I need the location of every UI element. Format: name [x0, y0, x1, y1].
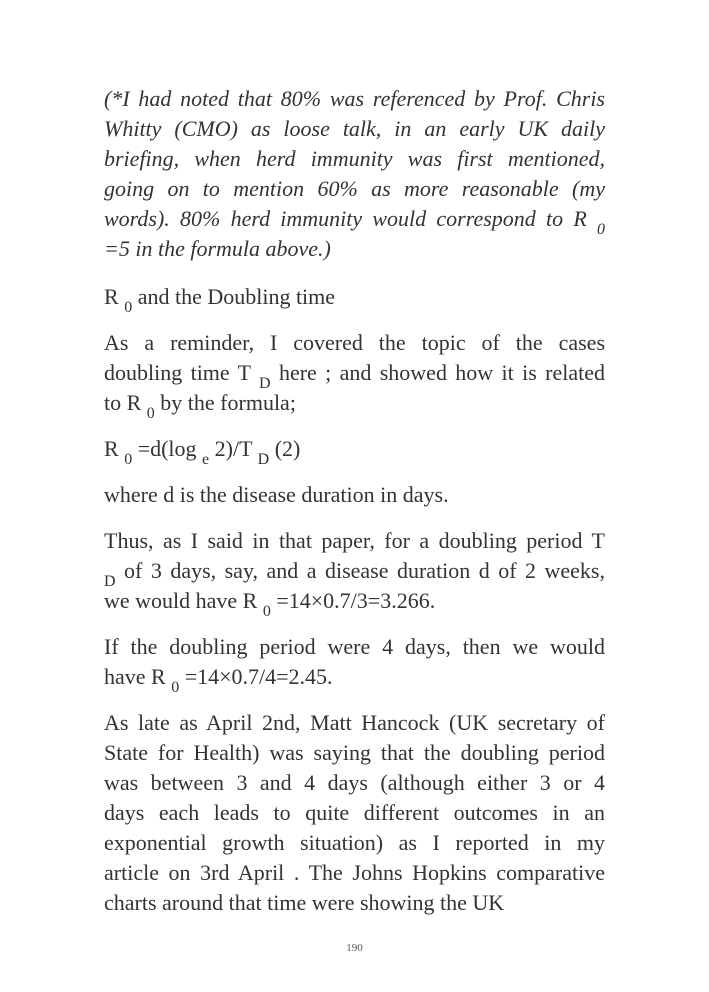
subscript: 0	[124, 451, 133, 468]
hancock-paragraph	[104, 708, 605, 918]
text-segment: by the formula;	[154, 390, 296, 415]
text-segment: As late as April 2nd, Matt Hancock (UK secretary of	[104, 710, 605, 735]
text-line	[104, 174, 605, 204]
text-line	[104, 632, 605, 662]
subscript: D	[259, 375, 271, 392]
text-segment: R	[104, 284, 125, 309]
text-segment: article on 3rd April . The Johns Hopkins comparative	[104, 860, 605, 885]
text-segment: Whitty (CMO) as loose talk, in an early UK daily	[104, 116, 605, 141]
text-segment: If the doubling period were 4 days, then we would	[104, 634, 605, 659]
text-segment: doubling time T	[104, 360, 260, 385]
text-segment: was between 3 and 4 days (although either 3 or 4	[104, 770, 605, 795]
subscript: 0	[171, 679, 180, 696]
subscript: 0	[262, 603, 271, 620]
text-segment: days each leads to quite different outcomes in an	[104, 800, 605, 825]
text-segment: charts around that time were showing the UK	[104, 890, 505, 915]
page-number: 190	[346, 942, 363, 954]
subscript: D	[104, 573, 116, 590]
example-4-days-paragraph	[104, 632, 605, 696]
text-line	[104, 738, 605, 768]
text-segment: Thus, as I said in that paper, for a doubling period T	[104, 528, 605, 553]
text-segment: have R	[104, 664, 172, 689]
text-line	[104, 888, 605, 918]
text-segment: R	[104, 436, 125, 461]
definition-paragraph	[104, 480, 605, 510]
text-segment: words). 80% herd immunity would correspond to R	[104, 206, 597, 231]
section-heading	[104, 282, 605, 316]
page-body	[104, 84, 605, 934]
text-segment: =d(log	[132, 436, 203, 461]
text-segment: =5 in the formula above.)	[104, 236, 331, 261]
text-segment: to R	[104, 390, 147, 415]
reminder-paragraph	[104, 328, 605, 422]
formula-paragraph	[104, 434, 605, 468]
text-segment: (2)	[269, 436, 301, 461]
text-segment: (*I had noted that 80% was referenced by Prof. Chris	[104, 86, 605, 111]
subscript: e	[202, 451, 210, 468]
text-line	[104, 328, 605, 358]
subscript: D	[257, 451, 270, 468]
text-line	[104, 828, 605, 858]
text-segment: of 3 days, say, and a disease duration d of 2 weeks,	[115, 558, 605, 583]
text-segment: =14×0.7/3=3.266.	[270, 588, 436, 613]
text-segment: State for Health) was saying that the doubling period	[104, 740, 605, 765]
text-line	[104, 768, 605, 798]
example-3-days-paragraph	[104, 526, 605, 620]
subscript: 0	[597, 221, 605, 238]
text-segment: exponential growth situation) as I reported in my	[104, 830, 605, 855]
text-line	[104, 858, 605, 888]
text-line	[104, 204, 605, 238]
text-line	[104, 586, 605, 620]
text-line	[104, 480, 605, 510]
text-segment: going on to mention 60% as more reasonable (my	[104, 176, 605, 201]
text-line	[104, 358, 605, 392]
text-line	[104, 708, 605, 738]
text-segment: we would have R	[104, 588, 263, 613]
subscript: 0	[124, 299, 133, 316]
text-line	[104, 526, 605, 556]
text-line	[104, 556, 605, 590]
text-line	[104, 282, 605, 316]
text-segment: =14×0.7/4=2.45.	[179, 664, 333, 689]
subscript: 0	[146, 405, 155, 422]
text-line	[104, 388, 605, 422]
footnote-paragraph	[104, 84, 605, 264]
text-segment: here ; and showed how it is related	[270, 360, 605, 385]
text-line	[104, 114, 605, 144]
text-line	[104, 234, 605, 264]
text-segment: As a reminder, I covered the topic of the cases	[104, 330, 605, 355]
text-segment: 2)/T	[209, 436, 258, 461]
text-line	[104, 662, 605, 696]
text-line	[104, 144, 605, 174]
text-line	[104, 84, 605, 114]
text-segment: where d is the disease duration in days.	[104, 482, 449, 507]
text-segment: and the Doubling time	[132, 284, 336, 309]
text-segment: briefing, when herd immunity was first mentioned,	[104, 146, 605, 171]
text-line	[104, 434, 605, 468]
text-line	[104, 798, 605, 828]
